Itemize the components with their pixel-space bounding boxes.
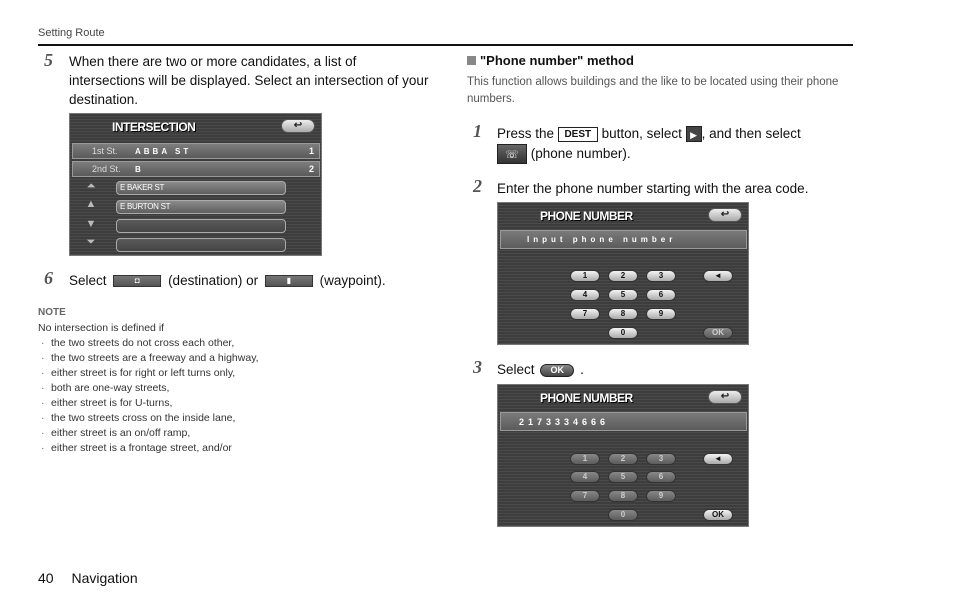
key-3[interactable]: 3 <box>646 453 676 465</box>
key-9[interactable]: 9 <box>646 308 676 320</box>
phone-screen-title: PHONE NUMBER <box>540 391 633 405</box>
back-button[interactable]: ↩ <box>281 119 315 133</box>
key-7[interactable]: 7 <box>570 490 600 502</box>
key-1[interactable]: 1 <box>570 453 600 465</box>
back-button[interactable]: ↩ <box>708 208 742 222</box>
key-5[interactable]: 5 <box>608 289 638 301</box>
step-3-text <box>497 360 584 379</box>
step-5-number: 5 <box>44 50 53 70</box>
key-8[interactable]: 8 <box>608 308 638 320</box>
phone-number-screenshot-2 <box>497 384 749 527</box>
row-label: 2nd St. <box>92 164 121 174</box>
key-9[interactable]: 9 <box>646 490 676 502</box>
row-number: 2 <box>309 164 315 174</box>
key-5[interactable]: 5 <box>608 471 638 483</box>
phone-input-display: Input phone number <box>500 230 747 249</box>
step-6-pre: Select <box>69 273 107 288</box>
ok-button[interactable]: OK <box>540 364 574 377</box>
delete-key[interactable]: ◄ <box>703 270 733 282</box>
section-description: This function allows buildings and the like to be located using their phone numbers. <box>467 76 839 105</box>
row-value: B <box>135 165 144 174</box>
step-3-post: . <box>580 362 584 377</box>
note-intro: No intersection is defined if <box>38 322 165 334</box>
note-item: · either street is for U-turns, <box>38 396 338 411</box>
chapter-name: Navigation <box>71 570 138 586</box>
page-number: 40 <box>38 570 54 586</box>
step-6-text <box>69 271 386 290</box>
section-title <box>467 53 634 68</box>
ok-key[interactable]: OK <box>703 509 733 521</box>
footer <box>38 570 138 586</box>
phone-number-screenshot-1 <box>497 202 749 345</box>
intersection-title: INTERSECTION <box>112 120 196 134</box>
scroll-up-icon[interactable]: ▲ <box>85 198 97 210</box>
ok-key[interactable]: OK <box>703 327 733 339</box>
phone-screen-title: PHONE NUMBER <box>540 209 633 223</box>
destination-button[interactable]: ◘ <box>113 275 161 287</box>
play-arrow-icon[interactable]: ▶ <box>686 126 702 142</box>
key-1[interactable]: 1 <box>570 270 600 282</box>
note-title: NOTE <box>38 307 66 318</box>
note-item: · both are one-way streets, <box>38 381 338 396</box>
row-number: 1 <box>309 146 315 156</box>
phone-number-icon[interactable]: ☏ <box>497 144 527 164</box>
section-title-text: "Phone number" method <box>480 53 634 68</box>
back-button[interactable]: ↩ <box>708 390 742 404</box>
step-3-number: 3 <box>473 357 482 377</box>
key-4[interactable]: 4 <box>570 471 600 483</box>
page-up-icon[interactable]: ⏶ <box>86 180 96 192</box>
step-6-mid: (destination) or <box>168 273 259 288</box>
step-6-number: 6 <box>44 268 53 288</box>
row-value: ABBA ST <box>135 147 192 156</box>
key-0[interactable]: 0 <box>608 509 638 521</box>
step-1-post: (phone number). <box>530 146 631 161</box>
step-1-pre: Press the <box>497 126 555 141</box>
street-row-2 <box>72 161 320 177</box>
step-1-text <box>497 124 847 164</box>
key-3[interactable]: 3 <box>646 270 676 282</box>
scroll-down-icon[interactable]: ▼ <box>85 218 97 230</box>
key-7[interactable]: 7 <box>570 308 600 320</box>
note-item: · the two streets are a freeway and a highway, <box>38 351 338 366</box>
key-0[interactable]: 0 <box>608 327 638 339</box>
section-bullet-icon <box>467 56 476 65</box>
key-2[interactable]: 2 <box>608 270 638 282</box>
delete-key[interactable]: ◄ <box>703 453 733 465</box>
row-label: 1st St. <box>92 146 118 156</box>
key-8[interactable]: 8 <box>608 490 638 502</box>
key-2[interactable]: 2 <box>608 453 638 465</box>
step-2-number: 2 <box>473 176 482 196</box>
step-3-pre: Select <box>497 362 535 377</box>
step-1-number: 1 <box>473 121 482 141</box>
note-list <box>38 336 338 456</box>
key-6[interactable]: 6 <box>646 289 676 301</box>
waypoint-button[interactable]: ▮ <box>265 275 313 287</box>
running-header: Setting Route <box>38 27 105 39</box>
note-item: · the two streets cross on the inside lane, <box>38 411 338 426</box>
candidate-item[interactable]: E BAKER ST <box>116 181 286 195</box>
step-1-mid: button, select <box>601 126 682 141</box>
key-4[interactable]: 4 <box>570 289 600 301</box>
header-rule <box>38 44 853 46</box>
key-6[interactable]: 6 <box>646 471 676 483</box>
candidate-item-empty <box>116 238 286 252</box>
note-item: · either street is a frontage street, and/or <box>38 441 338 456</box>
step-6-post: (waypoint). <box>319 273 386 288</box>
page-down-icon[interactable]: ⏷ <box>86 236 96 248</box>
street-row-1 <box>72 143 320 159</box>
note-item: · either street is an on/off ramp, <box>38 426 338 441</box>
step-2-text: Enter the phone number starting with the area code. <box>497 181 809 196</box>
note-item: · the two streets do not cross each other, <box>38 336 338 351</box>
step-5-text: When there are two or more candidates, a list of intersections will be displayed. Select an intersection of your destination. <box>69 54 429 107</box>
candidate-item-empty <box>116 219 286 233</box>
candidate-item[interactable]: E BURTON ST <box>116 200 286 214</box>
note-item: · either street is for right or left turns only, <box>38 366 338 381</box>
step-1-mid2: , and then select <box>701 126 801 141</box>
intersection-screenshot <box>69 113 322 256</box>
phone-input-display: 2173334666 <box>500 412 747 431</box>
dest-button[interactable]: DEST <box>558 127 598 142</box>
